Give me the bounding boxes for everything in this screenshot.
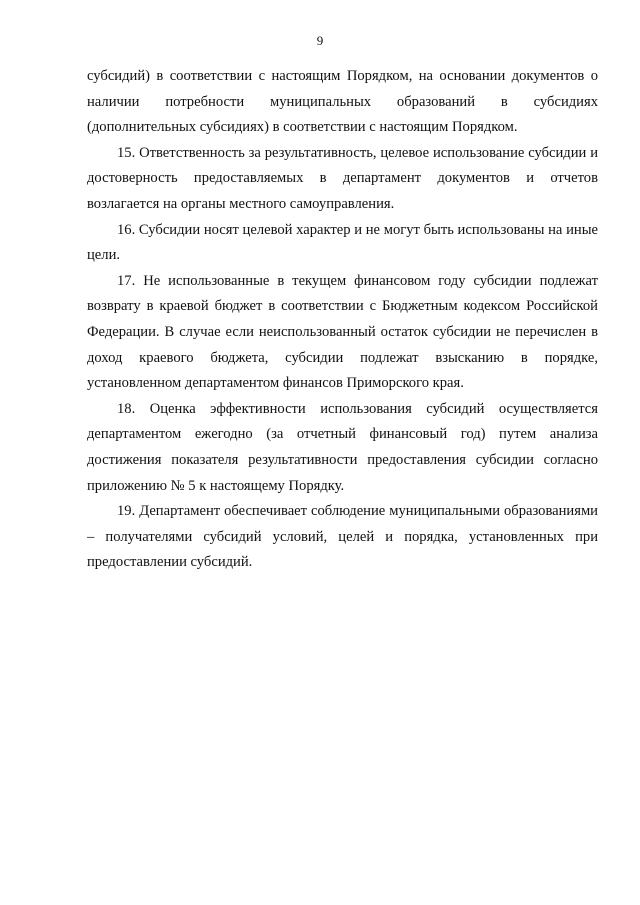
paragraph-17: 17. Не использованные в текущем финансовом году субсидии подлежат возврату в краевой бюджет в соответствии с Бюджетным кодексом Российской Федерации. В случае если неиспользованный остаток субсидии не перечислен в доход краевого бюджета, субсидии подлежат взысканию в порядке, установленном департаментом финансов Приморского края. — [87, 272, 598, 392]
document-body — [87, 64, 598, 576]
paragraph-18: 18. Оценка эффективности использования субсидий осуществляется департаментом ежегодно (за отчетный финансовый год) путем анализа достижения показателя результативности предоставления субсидии согласно приложению № 5 к настоящему Порядку. — [87, 400, 598, 494]
paragraph-continuation: субсидий) в соответствии с настоящим Порядком, на основании документов о наличии потребности муниципальных образований в субсидиях (дополнительных субсидиях) в соответствии с настоящим Порядком. — [87, 68, 598, 136]
paragraph-19: 19. Департамент обеспечивает соблюдение муниципальными образованиями – получателями субсидий условий, целей и порядка, установленных при предоставлении субсидий. — [87, 503, 598, 571]
page-number: 9 — [316, 33, 324, 48]
paragraph-15: 15. Ответственность за результативность, целевое использование субсидии и достоверность предоставляемых в департамент документов и отчетов возлагается на органы местного самоуправления. — [87, 144, 598, 212]
paragraph-16: 16. Субсидии носят целевой характер и не могут быть использованы на иные цели. — [87, 221, 598, 264]
